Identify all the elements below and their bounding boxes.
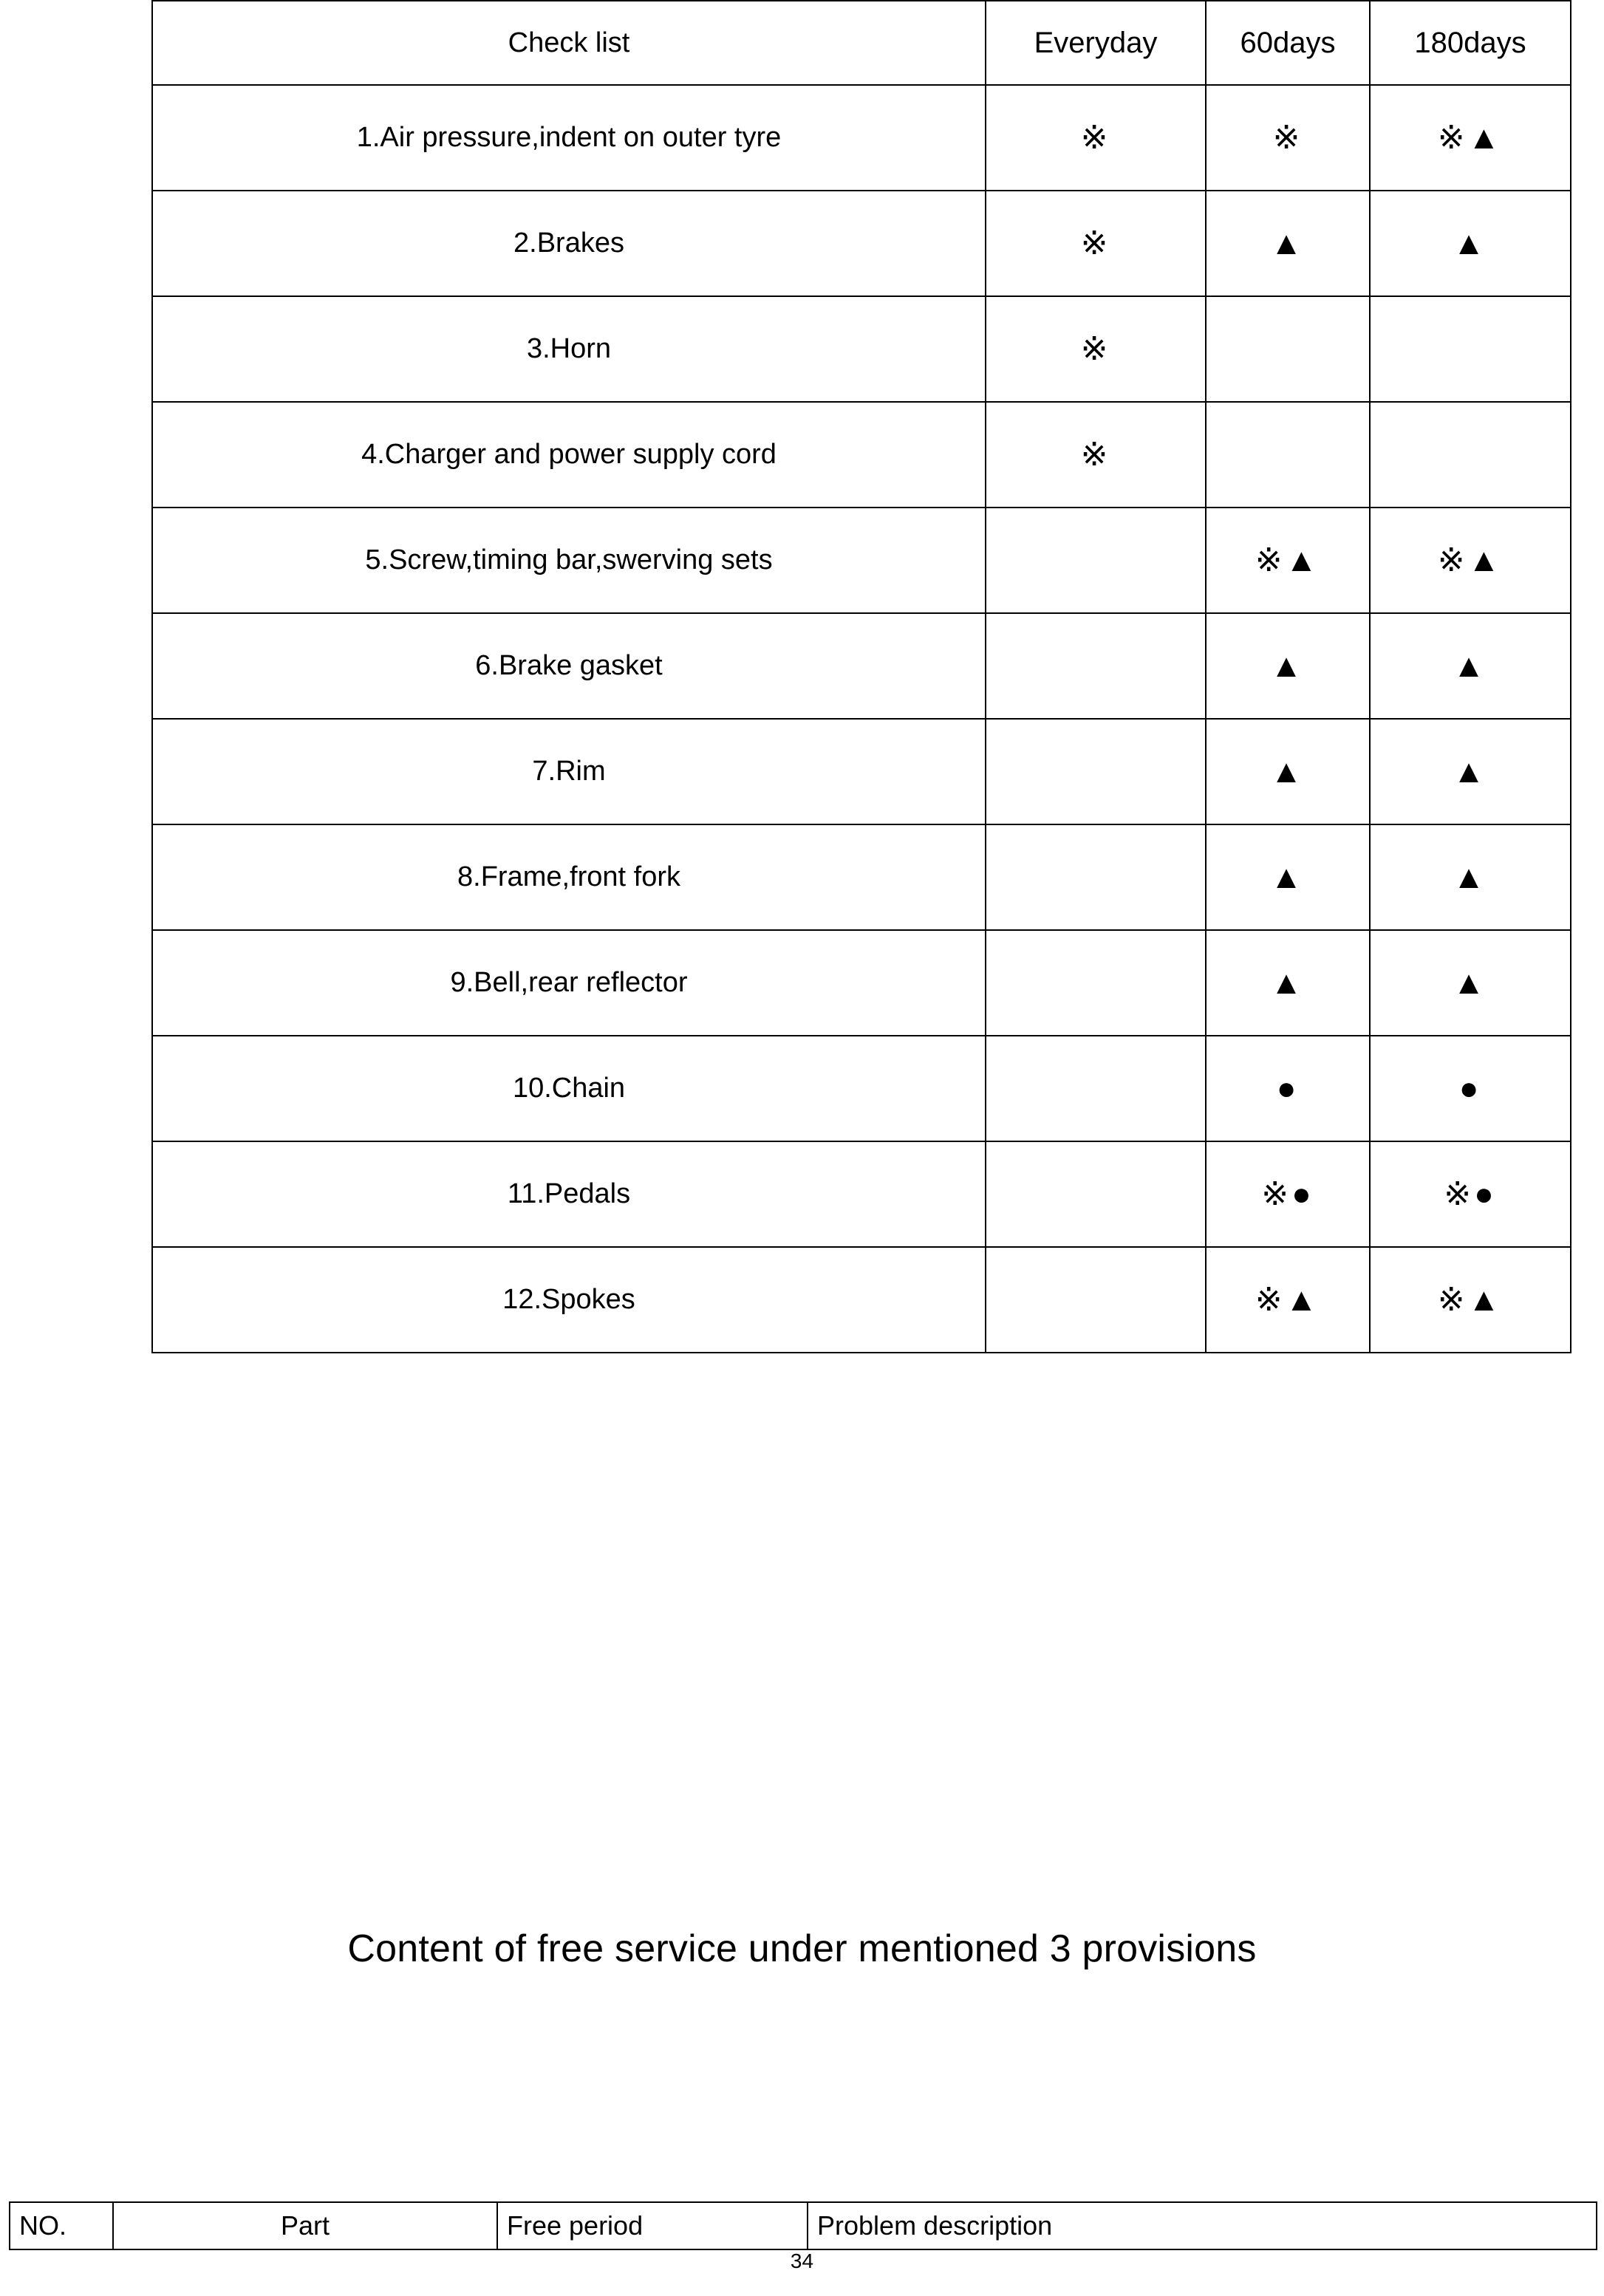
checklist-mark-180days: ※▲ bbox=[1370, 85, 1571, 191]
checklist-mark-180days: ※▲ bbox=[1370, 1247, 1571, 1353]
table-row bbox=[152, 508, 1571, 613]
checklist-mark-60days: ※▲ bbox=[1206, 508, 1370, 613]
checklist-mark-60days: ▲ bbox=[1206, 613, 1370, 719]
column-header-everyday: Everyday bbox=[986, 1, 1206, 85]
table-row bbox=[152, 1036, 1571, 1141]
column-header-problem-description: Problem description bbox=[808, 2202, 1597, 2249]
free-service-table bbox=[9, 2201, 1597, 2250]
checklist-mark-everyday bbox=[986, 1036, 1206, 1141]
checklist-mark-60days: ※ bbox=[1206, 85, 1370, 191]
checklist-item-label: 3.Horn bbox=[152, 296, 986, 402]
checklist-mark-60days bbox=[1206, 402, 1370, 508]
checklist-item-label: 8.Frame,front fork bbox=[152, 824, 986, 930]
column-header-free-period: Free period bbox=[497, 2202, 808, 2249]
table-row bbox=[152, 85, 1571, 191]
checklist-mark-everyday bbox=[986, 1247, 1206, 1353]
checklist-table-body bbox=[152, 85, 1571, 1353]
checklist-mark-everyday: ※ bbox=[986, 191, 1206, 296]
column-header-no: NO. bbox=[10, 2202, 113, 2249]
table-row bbox=[152, 930, 1571, 1036]
checklist-item-label: 6.Brake gasket bbox=[152, 613, 986, 719]
section-heading: Content of free service under mentioned 3 provisions bbox=[347, 1927, 1257, 1970]
checklist-mark-everyday bbox=[986, 719, 1206, 824]
table-row bbox=[152, 296, 1571, 402]
table-row bbox=[152, 824, 1571, 930]
checklist-item-label: 7.Rim bbox=[152, 719, 986, 824]
checklist-mark-everyday: ※ bbox=[986, 296, 1206, 402]
checklist-mark-60days: ※▲ bbox=[1206, 1247, 1370, 1353]
checklist-mark-180days: ▲ bbox=[1370, 191, 1571, 296]
table-row bbox=[152, 613, 1571, 719]
checklist-mark-180days: ※▲ bbox=[1370, 508, 1571, 613]
checklist-mark-everyday bbox=[986, 508, 1206, 613]
checklist-mark-180days: ※● bbox=[1370, 1141, 1571, 1247]
checklist-mark-60days bbox=[1206, 296, 1370, 402]
checklist-mark-60days: ● bbox=[1206, 1036, 1370, 1141]
checklist-mark-180days: ▲ bbox=[1370, 613, 1571, 719]
column-header-60days: 60days bbox=[1206, 1, 1370, 85]
checklist-mark-everyday bbox=[986, 1141, 1206, 1247]
column-header-180days: 180days bbox=[1370, 1, 1571, 85]
table-header-row bbox=[152, 1, 1571, 85]
checklist-item-label: 5.Screw,timing bar,swerving sets bbox=[152, 508, 986, 613]
checklist-mark-60days: ※● bbox=[1206, 1141, 1370, 1247]
checklist-mark-everyday: ※ bbox=[986, 85, 1206, 191]
checklist-item-label: 4.Charger and power supply cord bbox=[152, 402, 986, 508]
checklist-mark-60days: ▲ bbox=[1206, 191, 1370, 296]
checklist-item-label: 9.Bell,rear reflector bbox=[152, 930, 986, 1036]
checklist-item-label: 10.Chain bbox=[152, 1036, 986, 1141]
free-service-table-container bbox=[9, 2201, 1596, 2250]
table-row bbox=[152, 1247, 1571, 1353]
checklist-mark-everyday bbox=[986, 930, 1206, 1036]
checklist-item-label: 2.Brakes bbox=[152, 191, 986, 296]
checklist-mark-60days: ▲ bbox=[1206, 719, 1370, 824]
checklist-mark-60days: ▲ bbox=[1206, 824, 1370, 930]
checklist-table-container bbox=[151, 0, 1570, 1353]
checklist-mark-180days bbox=[1370, 402, 1571, 508]
checklist-mark-180days: ● bbox=[1370, 1036, 1571, 1141]
table-row bbox=[152, 402, 1571, 508]
table-row bbox=[152, 191, 1571, 296]
table-row bbox=[152, 719, 1571, 824]
checklist-table bbox=[151, 0, 1571, 1353]
checklist-mark-180days: ▲ bbox=[1370, 930, 1571, 1036]
checklist-item-label: 12.Spokes bbox=[152, 1247, 986, 1353]
checklist-mark-180days: ▲ bbox=[1370, 719, 1571, 824]
checklist-item-label: 11.Pedals bbox=[152, 1141, 986, 1247]
page-number: 34 bbox=[790, 2249, 814, 2272]
checklist-mark-180days bbox=[1370, 296, 1571, 402]
column-header-part: Part bbox=[113, 2202, 497, 2249]
checklist-mark-everyday: ※ bbox=[986, 402, 1206, 508]
table-header-row bbox=[10, 2202, 1597, 2249]
checklist-mark-everyday bbox=[986, 824, 1206, 930]
column-header-check-list: Check list bbox=[152, 1, 986, 85]
checklist-mark-everyday bbox=[986, 613, 1206, 719]
table-row bbox=[152, 1141, 1571, 1247]
checklist-mark-60days: ▲ bbox=[1206, 930, 1370, 1036]
checklist-mark-180days: ▲ bbox=[1370, 824, 1571, 930]
checklist-item-label: 1.Air pressure,indent on outer tyre bbox=[152, 85, 986, 191]
